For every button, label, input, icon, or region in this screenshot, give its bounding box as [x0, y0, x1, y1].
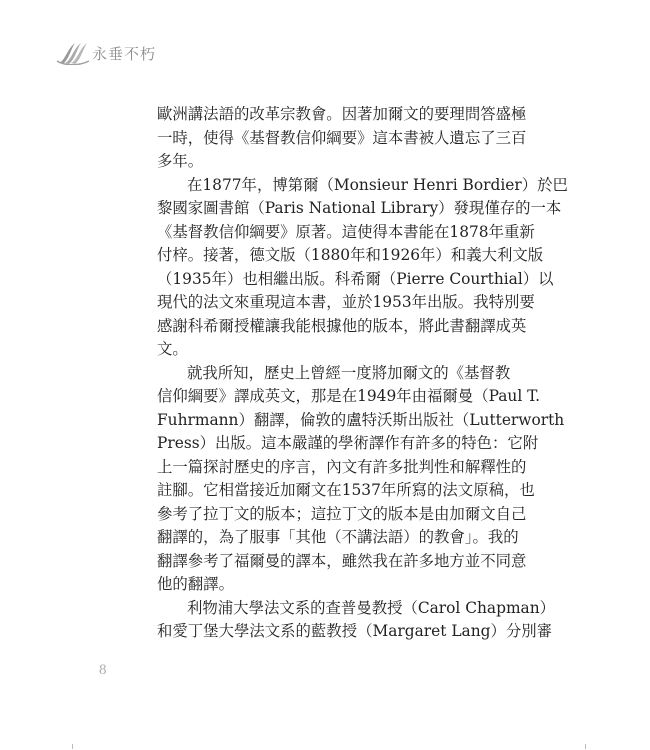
text-line: 註腳。它相當接近加爾文在1537年所寫的法文原稿，也	[157, 481, 535, 499]
text-line: Fuhrmann）翻譯，倫敦的盧特沃斯出版社（Lutterworth	[157, 410, 565, 429]
text-line: 利物浦大學法文系的查普曼教授（Carol Chapman）	[187, 598, 556, 617]
paragraph	[157, 174, 568, 362]
text-line: 就我所知，歷史上曾經一度將加爾文的《基督教	[187, 363, 511, 382]
text-line: 感謝科希爾授權讓我能根據他的版本，將此書翻譯成英	[157, 316, 527, 335]
running-header	[55, 40, 156, 66]
text-line: 在1877年，博第爾（Monsieur Henri Bordier）於巴	[187, 175, 568, 194]
paragraph	[157, 597, 556, 644]
text-line: 他的翻譯。	[157, 575, 234, 593]
paragraph	[157, 103, 527, 174]
text-line: 歐洲講法語的改革宗教會。因著加爾文的要理問答盛極	[157, 105, 527, 123]
text-line: （1935年）也相繼出版。科希爾（Pierre Courthial）以	[157, 269, 554, 288]
series-title: 永垂不朽	[92, 44, 157, 63]
text-line: 和愛丁堡大學法文系的藍教授（Margaret Lang）分別審	[157, 622, 553, 640]
crop-mark-left	[72, 744, 73, 749]
text-line: 上一篇探討歷史的序言，內文有許多批判性和解釋性的	[157, 457, 527, 476]
text-line: 一時，使得《基督教信仰綱要》這本書被人遺忘了三百	[157, 128, 527, 147]
text-line: 文。	[157, 340, 188, 358]
text-line: 翻譯的，為了服事「其他（不講法語）的教會」。我的	[157, 528, 519, 546]
text-line: 付梓。接著，德文版（1880年和1926年）和義大利文版	[157, 246, 544, 264]
page-number: 8	[99, 662, 107, 678]
text-line: Press）出版。這本嚴謹的學術譯作有許多的特色：它附	[157, 434, 539, 452]
body-text	[157, 103, 568, 644]
text-line: 黎國家圖書館（Paris National Library）發現僅存的一本	[157, 199, 562, 217]
text-line: 信仰綱要》譯成英文，那是在1949年由福爾曼（Paul T.	[157, 387, 541, 405]
text-line: 參考了拉丁文的版本；這拉丁文的版本是由加爾文自己	[157, 504, 527, 523]
text-line: 現代的法文來重現這本書，並於1953年出版。我特別要	[157, 293, 535, 311]
text-line: 翻譯參考了福爾曼的譯本，雖然我在許多地方並不同意	[157, 551, 527, 570]
text-line: 多年。	[157, 152, 204, 170]
swoosh-logo-icon	[55, 41, 91, 65]
crop-mark-right	[585, 744, 586, 749]
text-line: 《基督教信仰綱要》原著。這使得本書能在1878年重新	[157, 222, 535, 241]
paragraph	[157, 362, 565, 597]
